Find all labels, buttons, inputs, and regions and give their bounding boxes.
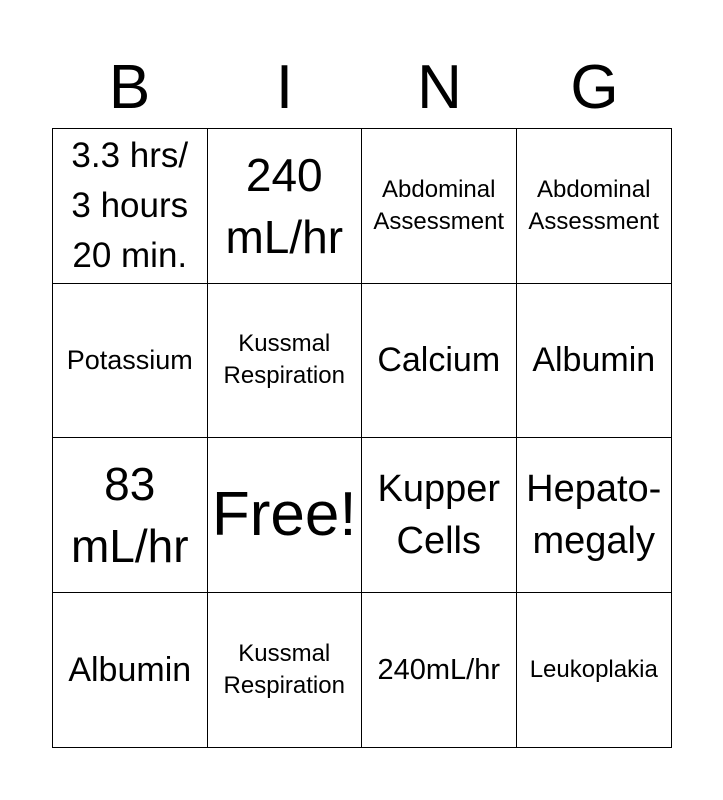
bingo-cell-r1c3[interactable] xyxy=(362,129,517,284)
bingo-cell-r2c2[interactable] xyxy=(208,284,363,439)
bingo-cell-r2c1[interactable] xyxy=(53,284,208,439)
bingo-cell-r4c3[interactable] xyxy=(362,593,517,748)
cell-label: Potassium xyxy=(66,345,193,376)
cell-label: 83 mL/hr xyxy=(70,457,189,572)
header-letter-n: N xyxy=(417,53,462,122)
cell-label: Abdominal Assessment xyxy=(373,175,505,235)
cell-label: Albumin xyxy=(68,650,192,689)
cell-label: 240mL/hr xyxy=(377,653,500,686)
bingo-cell-r2c3[interactable] xyxy=(362,284,517,439)
bingo-cell-r4c1[interactable] xyxy=(53,593,208,748)
cell-label: Hepato- megaly xyxy=(526,467,662,562)
bingo-cell-r2c4[interactable] xyxy=(517,284,672,439)
cell-label: Kussmal Respiration xyxy=(223,330,345,390)
bingo-cell-r1c4[interactable] xyxy=(517,129,672,284)
free-space-label: Free! xyxy=(211,479,357,549)
bingo-header xyxy=(52,52,672,124)
cell-label: Albumin xyxy=(532,341,656,380)
cell-label: Kupper Cells xyxy=(377,467,501,562)
header-letter-i: I xyxy=(275,53,294,122)
bingo-cell-r4c2[interactable] xyxy=(208,593,363,748)
bingo-cell-r4c4[interactable] xyxy=(517,593,672,748)
cell-label: 3.3 hrs/ 3 hours 20 min. xyxy=(71,135,189,275)
bingo-cell-r3c2[interactable] xyxy=(208,438,363,593)
cell-label: Leukoplakia xyxy=(529,655,658,683)
cell-label: Calcium xyxy=(377,341,501,380)
cell-label: 240 mL/hr xyxy=(225,148,344,263)
bingo-cell-r1c1[interactable] xyxy=(53,129,208,284)
bingo-cell-r3c4[interactable] xyxy=(517,438,672,593)
cell-label: Abdominal Assessment xyxy=(528,175,660,235)
cell-label: Kussmal Respiration xyxy=(223,639,345,699)
bingo-cell-r1c2[interactable] xyxy=(208,129,363,284)
bingo-cell-r3c1[interactable] xyxy=(53,438,208,593)
bingo-board xyxy=(52,128,672,748)
bingo-cell-r3c3[interactable] xyxy=(362,438,517,593)
header-letter-g: G xyxy=(570,53,619,122)
header-letter-b: B xyxy=(108,53,151,122)
